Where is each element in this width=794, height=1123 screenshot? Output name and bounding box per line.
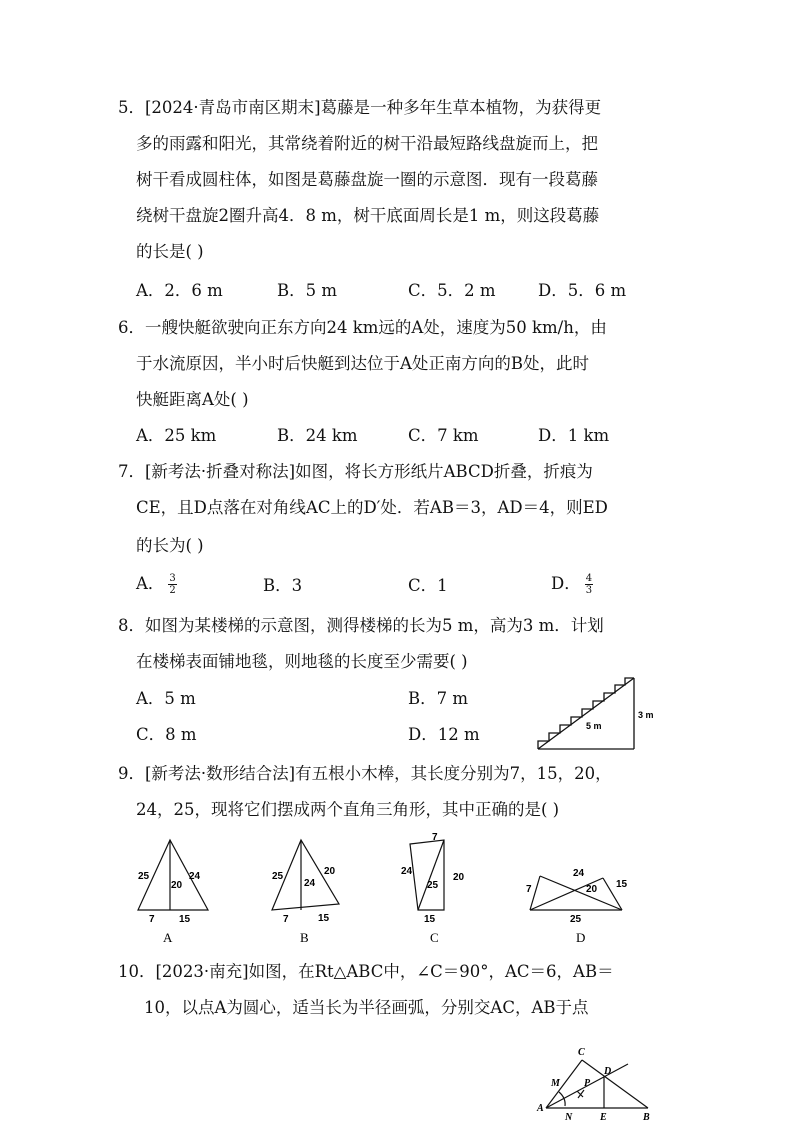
q7-option-d-numerator: 4 xyxy=(585,573,593,584)
q8-line-1: 8．如图为某楼梯的示意图，测得楼梯的长为5 m，高为3 m．计划 xyxy=(118,616,604,635)
q9d-label-20: 20 xyxy=(586,884,598,895)
staircase-height-label: 3 m xyxy=(638,710,654,720)
q6-option-d[interactable]: D．1 km xyxy=(538,426,610,445)
q6-option-c[interactable]: C．7 km xyxy=(408,426,479,445)
q7-option-b[interactable]: B．3 xyxy=(263,576,303,595)
staircase-figure xyxy=(530,672,660,754)
q9c-caption: C xyxy=(430,930,439,945)
q7-option-a[interactable] xyxy=(136,573,177,596)
q6-line-1: 6．一艘快艇欲驶向正东方向24 km远的A处，速度为50 km/h，由 xyxy=(118,318,607,337)
q8-line-2: 在楼梯表面铺地毯，则地毯的长度至少需要( ) xyxy=(136,652,468,671)
q8-option-d[interactable]: D．12 m xyxy=(408,725,480,744)
q7-option-c[interactable]: C．1 xyxy=(408,576,448,595)
q9a-caption: A xyxy=(163,930,173,945)
q7-option-a-fraction xyxy=(168,573,176,596)
staircase-hypotenuse xyxy=(538,678,634,749)
label-p: P xyxy=(584,1078,591,1089)
q9d-caption: D xyxy=(576,930,586,945)
q9b-label-20: 20 xyxy=(324,866,336,877)
label-c: C xyxy=(578,1047,585,1058)
q5-line-5: 的长是( ) xyxy=(136,242,204,261)
q6-line-3: 快艇距离A处( ) xyxy=(136,390,249,409)
q9c-label-24: 24 xyxy=(401,866,413,877)
q9b-caption: B xyxy=(300,930,309,945)
q7-option-a-denominator: 2 xyxy=(169,585,176,596)
q9b-label-7: 7 xyxy=(283,914,289,925)
q7-option-d-denominator: 3 xyxy=(585,585,593,596)
q10-triangle-figure xyxy=(528,1040,658,1123)
q9-line-1: 9．[新考法·数形结合法]有五根小木棒，其长度分别为7，15，20， xyxy=(118,764,612,783)
q7-option-a-prefix: A． xyxy=(136,574,165,593)
q9b-label-24: 24 xyxy=(304,878,316,889)
q5-line-1: 5．[2024·青岛市南区期末]葛藤是一种多年生草本植物，为获得更 xyxy=(118,98,602,117)
q9d-label-15: 15 xyxy=(616,879,628,890)
q9a-label-24: 24 xyxy=(189,871,201,882)
q9c-label-7: 7 xyxy=(432,832,438,843)
q7-line-1: 7．[新考法·折叠对称法]如图，将长方形纸片ABCD折叠，折痕为 xyxy=(118,462,593,481)
q9b-label-25: 25 xyxy=(272,871,284,882)
q7-option-a-numerator: 3 xyxy=(169,573,176,584)
q7-line-2: CE，且D点落在对角线AC上的D′处．若AB＝3，AD＝4，则ED xyxy=(136,498,608,517)
q10-line-1: 10．[2023·南充]如图，在Rt△ABC中，∠C＝90°，AC＝6，AB＝ xyxy=(118,962,614,981)
q5-option-a[interactable]: A．2．6 m xyxy=(136,281,223,300)
q9c-label-20: 20 xyxy=(453,872,465,883)
label-n: N xyxy=(565,1112,573,1123)
label-b: B xyxy=(643,1112,650,1123)
q5-option-c[interactable]: C．5．2 m xyxy=(408,281,496,300)
q7-option-d-fraction xyxy=(585,573,593,596)
q9-figure-a xyxy=(128,834,218,949)
q9a-label-25: 25 xyxy=(138,871,150,882)
label-a: A xyxy=(537,1103,544,1114)
q9-line-2: 24，25，现将它们摆成两个直角三角形，其中正确的是( ) xyxy=(136,800,560,819)
q5-line-2: 多的雨露和阳光，其常绕着附近的树干沿最短路线盘旋而上，把 xyxy=(136,134,598,153)
q9a-label-20: 20 xyxy=(171,880,183,891)
label-m: M xyxy=(551,1078,560,1089)
q9a-label-15: 15 xyxy=(179,914,191,925)
q6-option-a[interactable]: A．25 km xyxy=(136,426,217,445)
staircase-hyp-label: 5 m xyxy=(586,721,602,731)
q5-option-b[interactable]: B．5 m xyxy=(277,281,338,300)
q9b-label-15: 15 xyxy=(318,913,330,924)
q5-line-4: 绕树干盘旋2圈升高4．8 m，树干底面周长是1 m，则这段葛藤 xyxy=(136,206,600,225)
q9-figure-d xyxy=(520,856,640,949)
q8-option-b[interactable]: B．7 m xyxy=(408,689,469,708)
label-e: E xyxy=(600,1112,607,1123)
q9d-label-24: 24 xyxy=(573,868,585,879)
q9c-label-15: 15 xyxy=(424,914,436,925)
q7-option-d[interactable] xyxy=(551,573,593,596)
q9-figure-c xyxy=(398,828,478,949)
q7-line-3: 的长为( ) xyxy=(136,536,204,555)
q9d-label-25: 25 xyxy=(570,914,582,925)
q5-line-3: 树干看成圆柱体，如图是葛藤盘旋一圈的示意图．现有一段葛藤 xyxy=(136,170,598,189)
label-d: D xyxy=(604,1066,612,1077)
q6-line-2: 于水流原因，半小时后快艇到达位于A处正南方向的B处，此时 xyxy=(136,354,590,373)
q7-option-d-prefix: D． xyxy=(551,574,581,593)
q9c-label-25: 25 xyxy=(427,880,439,891)
q10-line-2: 10，以点A为圆心，适当长为半径画弧，分别交AC，AB于点 xyxy=(144,998,589,1017)
q6-option-b[interactable]: B．24 km xyxy=(277,426,358,445)
q9a-label-7: 7 xyxy=(149,914,155,925)
q9-figure-b xyxy=(264,834,354,949)
q8-option-a[interactable]: A．5 m xyxy=(136,689,196,708)
q5-option-d[interactable]: D．5．6 m xyxy=(538,281,627,300)
q8-option-c[interactable]: C．8 m xyxy=(136,725,197,744)
q9d-label-7: 7 xyxy=(526,884,532,895)
